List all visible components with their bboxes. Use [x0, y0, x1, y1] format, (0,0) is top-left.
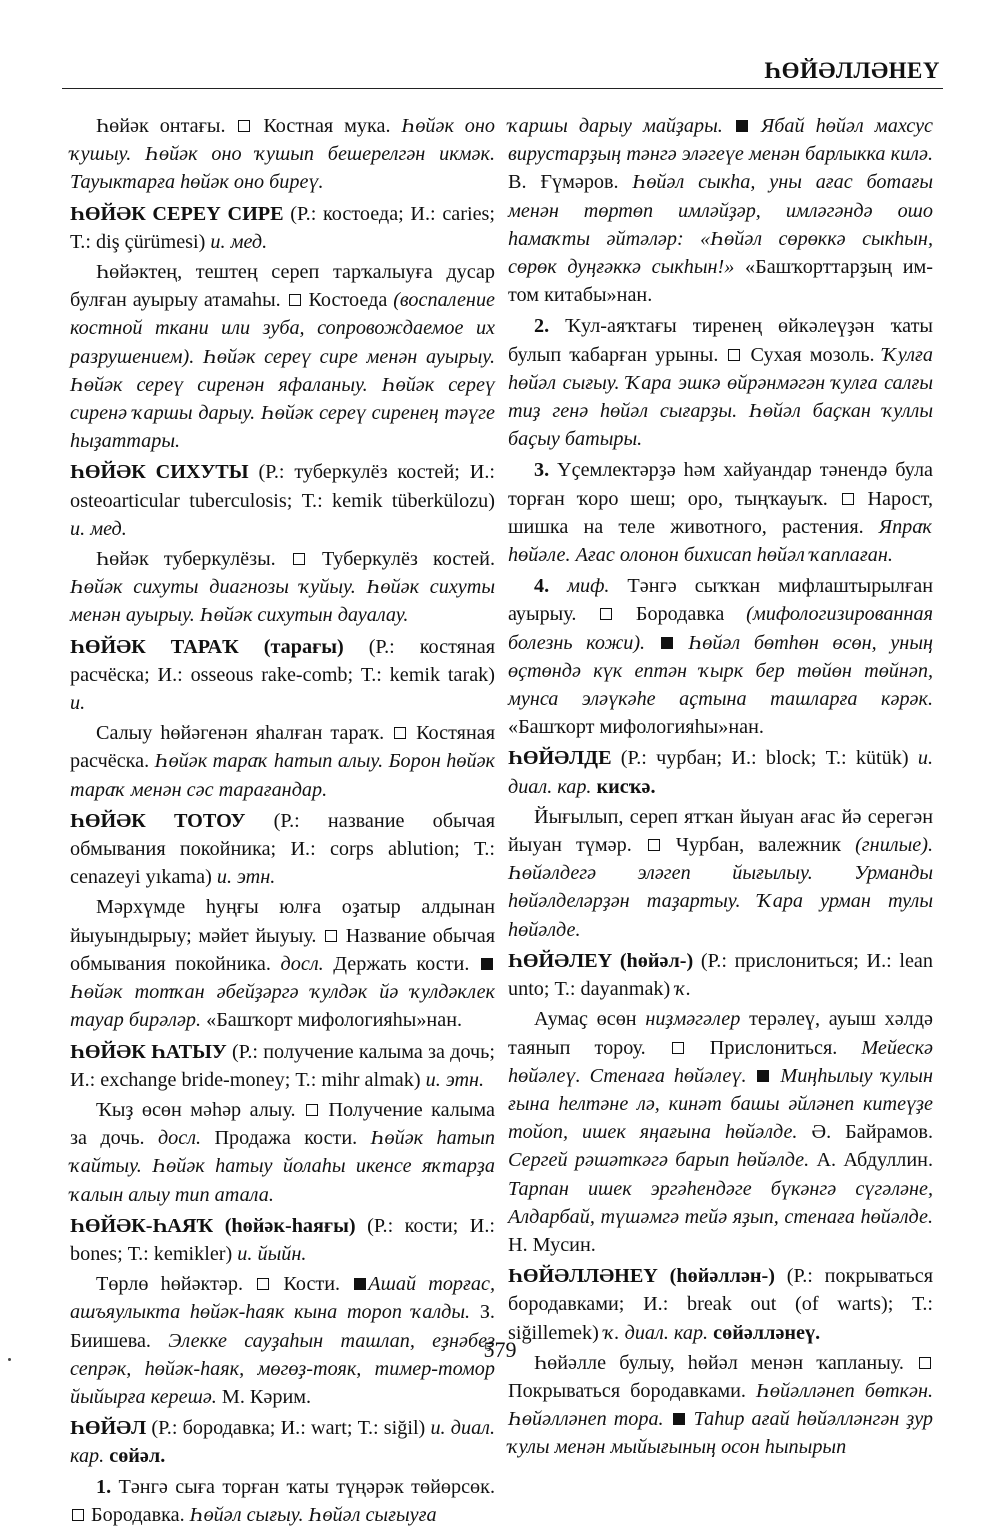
scan-speck	[8, 1358, 11, 1361]
left-column	[70, 112, 495, 1532]
black-square-icon	[673, 1413, 685, 1425]
square-icon	[306, 1104, 318, 1116]
dictionary-entry: ҺӨЙӘЛ (Р.: бородавка; И.: wart; Т.: siğil) и. диал. кар. сөйәл.	[70, 1417, 496, 1468]
dictionary-entry: ҺӨЙӘК СИХУТЫ (Р.: туберкулёз костей; И.: osteoarticular tuberculosis; Т.: kemik tüberkülozu) и. мед.	[70, 461, 495, 540]
black-square-icon	[757, 1070, 769, 1082]
dictionary-entry: ҺӨЙӘЛДЕ (Р.: чурбан; И.: block; Т.: kütük) и. диал. кар. кисҡә.	[508, 747, 933, 798]
definition-paragraph: Ҡыҙ өсөн мәһәр алыу. Получение калыма за дочь. досл. Продажа кости. Һөйәк һатып ҡайтыу. Һөйәк һатыу йолаһы икенсе яҡтарҙа ҡалын алыу тип атала.	[70, 1098, 496, 1206]
square-icon	[600, 608, 612, 620]
definition-paragraph: Һөйәктең, тештең сереп тарҡалыуға дусар булған ауырыу атамаһы. Костоеда (воспаление костной ткани или зуба, сопровождаемое их разрушением). Һөйәк сереү сире менән ауырыу. Һөйәк сереү сиренән яфаланыу. Һөйәк сереү сиренә ҡаршы дарыу. Һөйәк сереү сиренең тәүге һыҙаттары.	[70, 261, 495, 453]
definition-paragraph: Һөйәк онтағы. Костная мука. Һөйәк оно ҡушыу. Һөйәк оно ҡушып бешерелгән икмәк. Тауыктарға һөйәк оно биреү.	[70, 115, 496, 194]
definition-paragraph: ҡаршы дарыу майҙары. Ябай һөйәл махсус вирустарҙың тәнгә эләгеүе менән барлыкка килә. В. Ғүмәров. Һөйәл сыкһа, уны ағас ботағы менән төртөп имләйҙәр, имләгәндә ошо һамаҡты әйтәләр: «Һөйәл сөрөккә сыкһын, сөрөк дуңғәккә сыкһын!» «Башҡорттарҙың им-том китабы»нан.	[508, 115, 933, 307]
dictionary-entry: ҺӨЙӘЛЛӘНЕҮ (һөйәллән-) (Р.: покрываться бородавками; И.: break out (of warts); Т.: siğillemek) ҡ. диал. кар. сөйәлләнеү.	[508, 1265, 934, 1344]
square-icon	[394, 727, 406, 739]
headword: ҺӨЙӘК СЕРЕҮ СИРЕ	[70, 202, 284, 225]
definition-paragraph: Йығылып, сереп ятҡан йыуан ағас йә серегән йыуан түмәр. Чурбан, валежник (гнилые). Һөйәлдегә эләгеп йығылыу. Урманды һөйәлделәрҙән таҙартыу. Ҡара урман тулы һөйәлде.	[508, 805, 933, 941]
definition-paragraph: 3. Үҫемлектәрҙә һәм хайуандар тәнендә була торған ҡоро шеш; оро, тыңҡауыҡ. Нарост, шишка на теле животного, растения. Япраҡ һөйәле. Ағас олонон бихисап һөйәл ҡаплаған.	[508, 459, 933, 567]
square-icon	[72, 1509, 84, 1521]
headword: ҺӨЙӘЛЕҮ (һөйәл-)	[508, 949, 694, 972]
definition-paragraph: Аумаҫ өсөн ниҙмәгәлер терәлеү, ауыш хәлдә таянып тороу. Прислониться. Мейескә һөйәлеү. Стенаға һөйәлеү. Миңһылыу ҡулын ғына һелтәне лә, кинәт башы әйләнеп китеүҙе тойоп, ишек яңағына һөйәлде. Ә. Байрамов. Сергей рәшәткәгә барып һөйәлде. А. Абдуллин. Тарпан ишек эргәһендәге бүкәнгә сүгәләне, Алдарбай, түшәмгә тейә яҙып, стенаға һөйәлде. Н. Мусин.	[508, 1008, 933, 1256]
dictionary-entry: ҺӨЙӘК ТАРАҠ (тарағы) (Р.: костяная расчёска; И.: osseous rake-comb; Т.: kemik tarak) и.	[70, 635, 495, 715]
definition-paragraph: Һөйәлле булыу, һөйәл менән ҡапланыу. Покрываться бородавками. Һөйәлләнеп бөткән. Һөйәлләнеп тора. Таһир ағай һөйәлләнгән ҙур ҡулы менән мыйығының осон һыпырып	[508, 1351, 934, 1459]
headword: ҺӨЙӘЛДЕ	[508, 747, 612, 770]
black-square-icon	[481, 958, 493, 970]
running-head: ҺӨЙӘЛЛӘНЕҮ	[764, 58, 940, 83]
headword: ҺӨЙӘК ТАРАҠ (тарағы)	[70, 635, 344, 658]
dictionary-entry: ҺӨЙӘК ТОТОУ (Р.: название обычая обмывания покойника; И.: corps ablution; Т.: cenazeyi yıkama) и. этн.	[70, 809, 495, 889]
dictionary-entry: ҺӨЙӘК СЕРЕҮ СИРЕ (Р.: костоеда; И.: caries; Т.: diş çürümesi) и. мед.	[70, 202, 495, 253]
square-icon	[728, 349, 740, 361]
black-square-icon	[354, 1278, 366, 1290]
square-icon	[293, 553, 305, 565]
square-icon	[648, 839, 660, 851]
headword: ҺӨЙӘК ТОТОУ	[70, 809, 246, 832]
square-icon	[842, 493, 854, 505]
square-icon	[238, 120, 250, 132]
dictionary-entry: ҺӨЙӘЛЕҮ (һөйәл-) (Р.: прислониться; И.: lean unto; Т.: dayanmak) ҡ.	[508, 949, 933, 1001]
definition-paragraph: 2. Ҡул-аяҡтағы тиренең өйкәлеүҙән ҡаты булып ҡабарған урыны. Сухая мозоль. Ҡулға һөйәл сығыу. Ҡара эшкә өйрәнмәгән ҡулға салғы тиҙ генә һөйәл сығарҙы. Һөйәл баҫкан ҡуллы баҫыу батыры.	[508, 315, 933, 451]
definition-paragraph: Һөйәк туберкулёзы. Туберкулёз костей. Һөйәк сихуты диагнозы ҡуйыу. Һөйәк сихуты менән ауырыу. Һөйәк сихутын дауалау.	[70, 548, 495, 627]
page-number: 579	[483, 1337, 517, 1362]
square-icon	[289, 294, 301, 306]
definition-paragraph: 4. миф. Тәнгә сыҡҡан мифлаштырылған ауырыу. Бородавка (мифологизированная болезнь кожи). Һөйәл бөтһөн өсөн, уның өҫтөндә күк ептән ҡырк бер төйөн төйнәп, мунса эләүкәһе аҫтына ташларға кәрәк. «Башҡорт мифологияһы»нан.	[508, 575, 934, 739]
black-square-icon	[736, 120, 748, 132]
headword: ҺӨЙӘЛЛӘНЕҮ (һөйәллән-)	[508, 1265, 775, 1288]
black-square-icon	[661, 637, 673, 649]
right-column	[508, 112, 933, 1465]
headword: ҺӨЙӘК СИХУТЫ	[70, 461, 249, 484]
square-icon	[325, 930, 337, 942]
definition-paragraph: Салыу һөйәгенән яһалған тараҡ. Костяная расчёска. Һөйәк тараҡ һатып алыу. Борон һөйәк тараҡ менән сәс тарағандар.	[70, 722, 495, 801]
headword: ҺӨЙӘК-ҺАЯҠ (һөйәк-һаяғы)	[70, 1214, 356, 1237]
square-icon	[257, 1278, 269, 1290]
header-rule	[62, 88, 943, 89]
definition-paragraph: Төрлө һөйәктәр. Кости. Ашай торғас, ашъяулыкта һөйәк-һаяк кына тороп ҡалды. З. Биишева. Элекке сауҙаһын ташлап, еҙнәбеҙ сепрәк, һөйәк-һаяк, мөгөҙ-тояк, тимер-томор йыйырға керешә. М. Кәрим.	[70, 1273, 495, 1408]
headword: ҺӨЙӘЛ	[70, 1417, 147, 1440]
definition-paragraph: Мәрхүмде һуңғы юлға оҙатыр алдынан йыуындырыу; мәйет йыуыу. Название обычая обмывания покойника. досл. Держать кости. Һөйәк тотҡан әбейҙәргә ҡулдәк йә ҡулдәклек тауар бирәләр. «Башҡорт мифологияһы»нан.	[70, 896, 495, 1032]
headword: ҺӨЙӘК ҺАТЫУ	[70, 1040, 227, 1063]
dictionary-entry: ҺӨЙӘК ҺАТЫУ (Р.: получение калыма за дочь; И.: exchange bride-money; Т.: mihr almak) и. этн.	[70, 1040, 495, 1091]
dictionary-entry: ҺӨЙӘК-ҺАЯҠ (һөйәк-һаяғы) (Р.: кости; И.: bones; Т.: kemikler) и. йыйн.	[70, 1214, 495, 1265]
square-icon	[672, 1042, 684, 1054]
definition-paragraph: 1. Тәнгә сыға торған ҡаты түңәрәк төйөрсөк. Бородавка. Һөйәл сығыу. Һөйәл сығыуға	[70, 1473, 495, 1529]
